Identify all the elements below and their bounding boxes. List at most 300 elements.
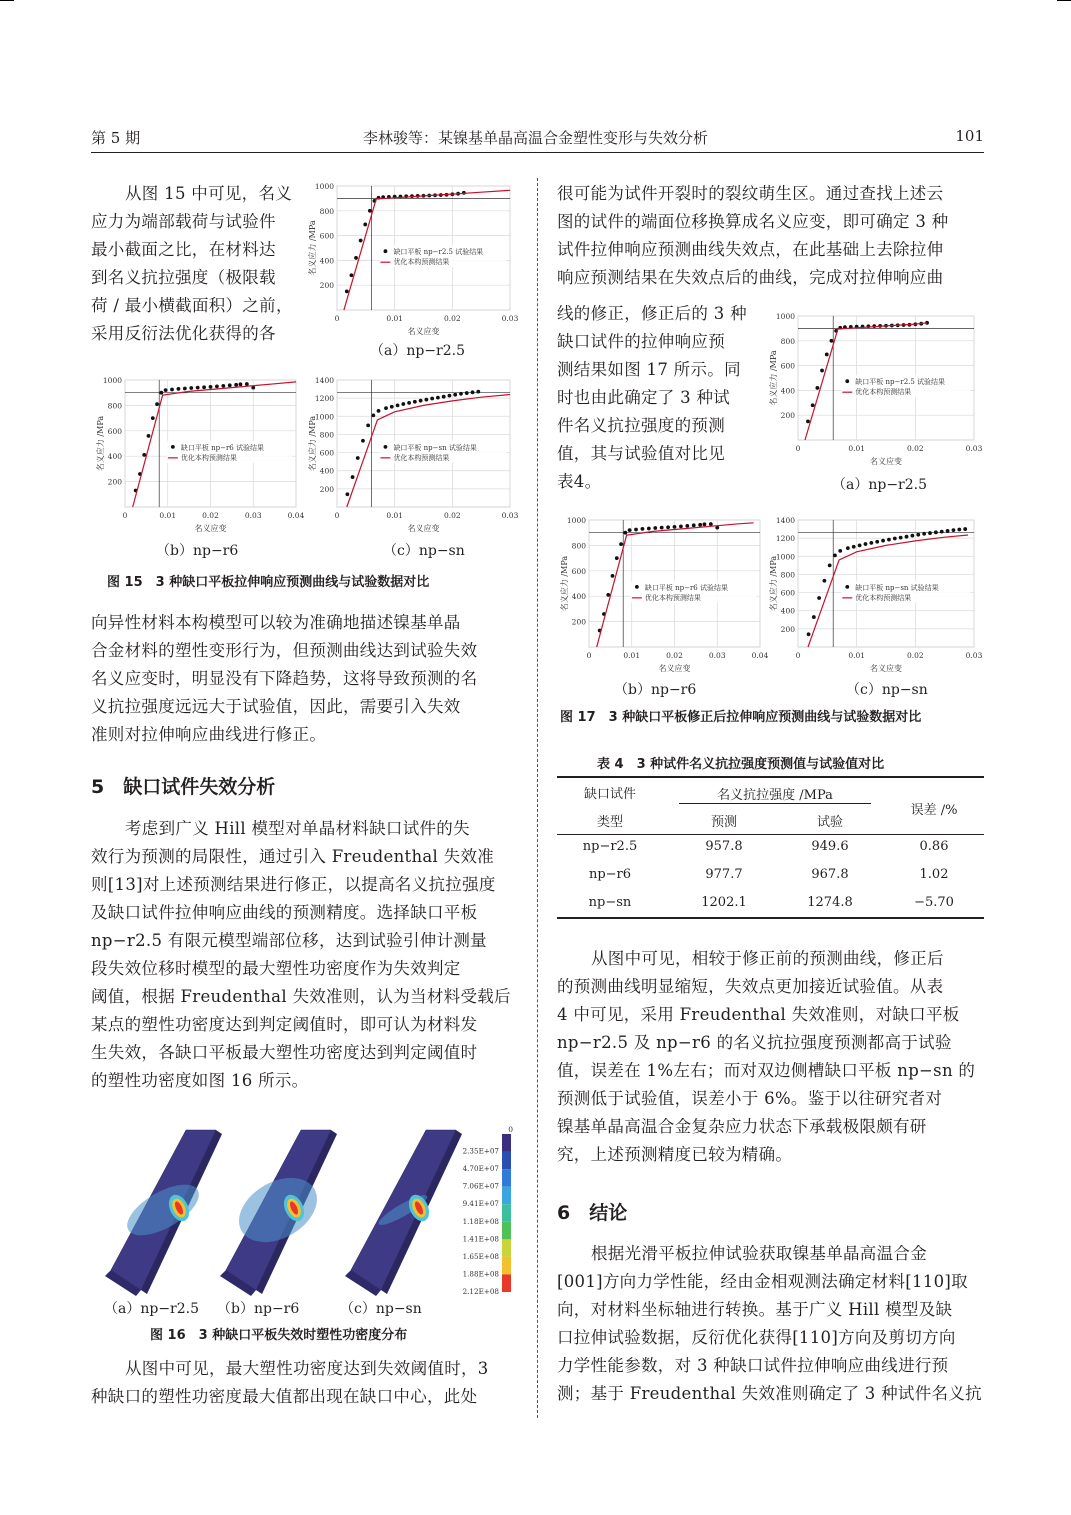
test-data-point (893, 537, 897, 541)
test-data-point (623, 531, 627, 535)
table-cell: 957.8 (705, 839, 743, 854)
fig15-sub-b: （b）np−r6 (156, 543, 239, 559)
header-rule (91, 152, 984, 153)
legend-value: 2.12E+08 (462, 1287, 499, 1296)
text-line: 从图 15 中可见，名义 (125, 184, 293, 203)
x-tick-label: 0 (795, 444, 801, 453)
text-line: 力学性能参数，对 3 种缺口试件拉伸响应曲线进行预 (557, 1356, 949, 1375)
y-axis-label: 名义应力 /MPa (308, 220, 317, 276)
test-data-point (940, 530, 944, 534)
y-axis-label: 名义应力 /MPa (308, 415, 317, 472)
x-tick-label: 0.01 (159, 511, 177, 520)
text-line: 很可能为试件开裂时的裂纹萌生区。通过查找上述云 (557, 184, 944, 203)
test-data-point (963, 527, 967, 531)
y-tick-label: 1000 (102, 376, 122, 385)
test-data-point (611, 574, 615, 578)
test-data-point (453, 393, 457, 397)
test-data-point (673, 525, 677, 529)
text-line: 段失效位移时模型的最大塑性功密度作为失效判定 (91, 959, 461, 978)
test-data-point (641, 527, 645, 531)
text-line: 值，其与试验值对比见 (557, 444, 725, 463)
text-line: 从图中可见，相较于修正前的预测曲线，修正后 (591, 949, 944, 968)
test-data-point (881, 539, 885, 543)
table-h-pred: 预测 (710, 815, 737, 830)
x-tick-label: 0 (334, 314, 340, 323)
test-data-point (820, 369, 824, 373)
test-data-point (875, 540, 879, 544)
fig16-caption: 图 16 3 种缺口平板失效时塑性功密度分布 (150, 1328, 408, 1343)
x-tick-label: 0 (122, 511, 128, 520)
table-cell: −5.70 (914, 895, 954, 910)
test-data-point (164, 388, 168, 392)
crop-mark (0, 0, 14, 1)
table-cell: 0.86 (919, 839, 949, 854)
test-data-point (946, 529, 950, 533)
fig17-sub-b: （b）np−r6 (614, 682, 697, 698)
test-data-point (952, 528, 956, 532)
legend-swatch (502, 1187, 511, 1205)
x-axis-label: 名义应变 (407, 524, 440, 533)
test-data-point (221, 384, 225, 388)
legend-value: 1.88E+08 (462, 1269, 499, 1279)
y-tick-label: 400 (107, 452, 122, 462)
y-tick-label: 200 (571, 617, 586, 627)
text-line: 向异性材料本构模型可以较为准确地描述镍基单晶 (91, 613, 461, 632)
test-data-point (351, 475, 355, 479)
text-line: 考虑到广义 Hill 模型对单晶材料缺口试件的失 (125, 819, 470, 838)
x-tick-label: 0.03 (501, 511, 519, 520)
x-tick-label: 0.02 (906, 444, 924, 453)
section-5-heading: 5 缺口试件失效分析 (91, 776, 276, 798)
test-data-point (830, 339, 834, 343)
x-tick-label: 0.01 (386, 511, 404, 520)
y-tick-label: 400 (319, 256, 334, 266)
test-data-point (476, 390, 480, 394)
test-data-point (354, 256, 358, 260)
y-tick-label: 800 (319, 206, 334, 216)
x-tick-label: 0.01 (623, 651, 641, 660)
test-data-point (170, 388, 174, 392)
test-data-point (905, 535, 909, 539)
x-tick-label: 0.02 (202, 511, 219, 520)
test-data-point (606, 593, 610, 597)
fig16-sub-a: （a）np−r2.5 (104, 1301, 200, 1317)
table-h-specimen-2: 类型 (596, 815, 623, 830)
text-line: 时也由此确定了 3 种试 (557, 388, 731, 407)
crop-mark (1057, 0, 1071, 1)
test-data-point (413, 400, 417, 404)
fig17-sub-a: （a）np−r2.5 (832, 477, 928, 493)
y-tick-label: 600 (319, 231, 334, 241)
table-group-rule (679, 803, 871, 804)
test-data-point (846, 546, 850, 550)
y-tick-label: 600 (107, 426, 122, 436)
test-data-point (366, 423, 370, 427)
test-data-point (828, 563, 832, 567)
chart-svg (305, 372, 520, 535)
text-line: 试件拉伸响应预测曲线失效点，在此基础上去除拉伸 (557, 240, 944, 259)
y-tick-label: 800 (107, 401, 122, 411)
legend-marker (171, 445, 175, 449)
x-tick-label: 0.03 (965, 444, 983, 453)
test-data-point (215, 384, 219, 388)
legend-label: 优化本构预测结果 (855, 388, 912, 397)
test-data-point (812, 615, 816, 619)
text-line: 响应预测结果在失效点后的曲线，完成对拉伸响应曲 (557, 268, 944, 287)
x-axis-label: 名义应变 (407, 327, 440, 336)
text-line: 生失效，各缺口平板最大塑性功密度达到判定阈值时 (91, 1043, 478, 1062)
legend-value: 1.18E+08 (462, 1216, 499, 1226)
chart-svg (93, 372, 306, 535)
text-line: 合金材料的塑性变形行为，但预测曲线达到试验失效 (91, 641, 478, 660)
x-tick-label: 0.02 (443, 314, 461, 323)
text-line: 效行为预测的局限性，通过引入 Freudenthal 失效准 (91, 847, 495, 866)
x-tick-label: 0 (795, 651, 801, 660)
legend-label: 优化本构预测结果 (393, 258, 450, 267)
test-data-point (151, 416, 155, 420)
text-line: 义抗拉强度远远大于试验值，因此，需要引入失效 (91, 697, 461, 716)
text-line: 某点的塑性功密度达到判定阈值时，即可认为材料发 (91, 1015, 478, 1034)
text-line: 根据光滑平板拉伸试验获取镍基单晶高温合金 (591, 1244, 927, 1263)
legend-marker (635, 585, 639, 589)
x-axis-label: 名义应变 (194, 524, 227, 533)
chart-svg (766, 308, 984, 468)
test-data-point (703, 522, 707, 526)
y-tick-label: 600 (780, 361, 795, 371)
test-data-point (698, 523, 702, 527)
legend-label: 缺口平板 np−sn 试验结果 (393, 443, 477, 452)
left-paragraph-3 (91, 815, 511, 1095)
test-data-point (159, 391, 163, 395)
test-data-point (245, 382, 249, 386)
table-cell: np−r2.5 (582, 839, 638, 854)
text-line: 向，对材料坐标轴进行转换。基于广义 Hill 模型及缺 (557, 1300, 953, 1319)
y-tick-label: 200 (319, 281, 334, 291)
legend-marker (845, 585, 849, 589)
legend-value: 0 (508, 1125, 513, 1134)
test-data-point (147, 434, 151, 438)
test-data-point (869, 541, 873, 545)
legend-value: 1.41E+08 (462, 1234, 499, 1244)
right-paragraph-2 (557, 945, 975, 1169)
y-tick-label: 200 (107, 477, 122, 487)
y-tick-label: 800 (780, 570, 795, 580)
legend-value: 2.35E+07 (462, 1146, 499, 1156)
table-h-test: 试验 (816, 815, 843, 830)
legend-marker (384, 249, 388, 253)
legend-label: 缺口平板 np−r2.5 试验结果 (393, 248, 484, 257)
test-data-point (384, 406, 388, 410)
x-axis-label: 名义应变 (870, 457, 902, 466)
test-data-point (858, 544, 862, 548)
chart-fig17c (766, 512, 984, 675)
text-line: 从图中可见，最大塑性功密度达到失效阈值时，3 (125, 1359, 489, 1378)
fig15-sub-c: （c）np−sn (383, 543, 465, 559)
right-paragraph-1-wrap (557, 300, 747, 496)
test-data-point (356, 456, 360, 460)
test-data-point (430, 397, 434, 401)
x-tick-label: 0.01 (848, 651, 866, 660)
text-line: 线的修正，修正后的 3 种 (557, 304, 747, 323)
y-tick-label: 1200 (775, 534, 795, 544)
text-line: 荷 / 最小横截面积）之前， (91, 296, 293, 315)
test-data-point (189, 386, 193, 390)
text-line: 准则对拉伸响应曲线进行修正。 (91, 725, 327, 744)
table-cell: 949.6 (811, 839, 849, 854)
right-paragraph-3 (557, 1240, 982, 1408)
test-data-point (928, 531, 932, 535)
test-data-point (436, 396, 440, 400)
test-data-point (228, 383, 232, 387)
y-axis-label: 名义应力 /MPa (769, 350, 778, 406)
legend-marker (845, 379, 849, 383)
chart-svg (766, 512, 984, 675)
test-data-point (359, 239, 363, 243)
test-data-point (807, 632, 811, 636)
table4-title: 表 4 3 种试件名义抗拉强度预测值与试验值对比 (597, 757, 885, 772)
text-line: 值，误差在 1%左右；而对双边侧槽缺口平板 np−sn 的 (557, 1061, 976, 1080)
test-data-point (196, 386, 200, 390)
y-axis-label: 名义应力 /MPa (560, 555, 569, 612)
test-data-point (823, 579, 827, 583)
test-data-point (647, 527, 651, 531)
legend-label: 优化本构预测结果 (644, 593, 701, 602)
fig17-sub-c: （c）np−sn (846, 682, 928, 698)
test-data-point (419, 399, 423, 403)
test-data-point (350, 273, 354, 277)
legend-marker (384, 445, 388, 449)
x-tick-label: 0.04 (751, 651, 769, 660)
legend-label: 缺口平板 np−r6 试验结果 (644, 583, 728, 592)
test-data-point (692, 523, 696, 527)
table-h-error: 误差 /% (910, 803, 958, 818)
text-line: 到名义抗拉强度（极限载 (91, 268, 276, 287)
test-data-point (934, 530, 938, 534)
test-data-point (838, 549, 842, 553)
test-data-point (916, 533, 920, 537)
y-tick-label: 400 (571, 592, 586, 602)
test-data-point (459, 392, 463, 396)
y-axis-label: 名义应力 /MPa (769, 555, 778, 612)
running-title: 李林骏等：某镍基单晶高温合金塑性变形与失效分析 (362, 129, 708, 147)
test-data-point (957, 528, 961, 532)
test-data-point (852, 545, 856, 549)
table-h-specimen-1: 缺口试件 (583, 787, 636, 802)
test-data-point (811, 403, 815, 407)
legend-swatch (502, 1152, 511, 1170)
legend-swatch (502, 1134, 511, 1152)
test-data-point (864, 542, 868, 546)
y-tick-label: 1400 (314, 376, 334, 385)
legend-label: 优化本构预测结果 (180, 453, 237, 462)
y-tick-label: 200 (780, 411, 795, 421)
text-line: 种缺口的塑性功密度最大值都出现在缺口中心，此处 (91, 1387, 478, 1406)
x-tick-label: 0.02 (443, 511, 461, 520)
x-axis-label: 名义应变 (870, 664, 902, 673)
test-data-point (615, 556, 619, 560)
x-tick-label: 0.03 (965, 651, 983, 660)
test-data-point (709, 522, 713, 526)
text-line: 究，上述预测精度已较为精确。 (557, 1145, 793, 1164)
table-bottom-rule (557, 917, 984, 919)
test-data-point (911, 534, 915, 538)
test-data-point (922, 532, 926, 536)
legend-swatch (502, 1169, 511, 1187)
x-tick-label: 0.04 (287, 511, 305, 520)
text-line: 应力为端部载荷与试验件 (91, 212, 276, 231)
test-data-point (377, 409, 381, 413)
test-data-point (390, 405, 394, 409)
legend-swatch (502, 1204, 511, 1222)
test-data-point (685, 524, 689, 528)
legend-value: 4.70E+07 (462, 1164, 499, 1174)
text-line: 则[13]对上述预测结果进行修正，以提高名义抗拉强度 (91, 875, 496, 894)
fig16-sub-b: （b）np−r6 (217, 1301, 300, 1317)
test-data-point (899, 536, 903, 540)
text-line: 的预测曲线明显缩短，失效点更加接近试验值。从表 (557, 977, 944, 996)
x-axis-label: 名义应变 (658, 664, 691, 673)
table-top-rule (557, 776, 984, 778)
chart-svg (557, 512, 770, 675)
y-tick-label: 200 (780, 624, 795, 634)
test-data-point (363, 223, 367, 227)
test-data-point (396, 404, 400, 408)
section-6-heading: 6 结论 (557, 1202, 628, 1224)
legend-value: 7.06E+07 (462, 1181, 499, 1191)
table-header-rule (557, 834, 984, 835)
fig16-contour-plots (91, 1120, 521, 1300)
legend-label: 缺口平板 np−r6 试验结果 (180, 443, 264, 452)
text-line: 镍基单晶高温合金复杂应力状态下承载极限颇有研 (557, 1117, 927, 1136)
text-line: 表4。 (557, 472, 602, 491)
y-tick-label: 1000 (314, 412, 334, 422)
table-cell: np−sn (588, 895, 632, 910)
test-data-point (177, 387, 181, 391)
test-data-point (660, 526, 664, 530)
text-line: 预测低于试验值，误差小于 6%。鉴于以往研究者对 (557, 1089, 943, 1108)
y-tick-label: 400 (780, 386, 795, 396)
chart-fig15c (305, 372, 520, 535)
table-cell: 1202.1 (701, 895, 747, 910)
test-data-point (653, 526, 657, 530)
y-tick-label: 1200 (314, 394, 334, 404)
test-data-point (401, 402, 405, 406)
text-line: 最小截面之比，在材料达 (91, 240, 276, 259)
legend-value: 1.65E+08 (462, 1251, 499, 1261)
test-data-point (817, 596, 821, 600)
chart-fig17a (766, 308, 984, 468)
test-data-point (442, 395, 446, 399)
test-data-point (634, 528, 638, 532)
text-line: 阈值，根据 Freudenthal 失效准则，认为当材料受载后 (91, 987, 511, 1006)
left-paragraph-4 (91, 1355, 489, 1411)
x-tick-label: 0.03 (708, 651, 726, 660)
test-data-point (239, 382, 243, 386)
x-tick-label: 0 (586, 651, 592, 660)
y-tick-label: 200 (319, 484, 334, 494)
x-tick-label: 0.02 (666, 651, 683, 660)
legend-swatch (502, 1274, 511, 1292)
y-tick-label: 1000 (775, 552, 795, 562)
test-data-point (345, 492, 349, 496)
test-data-point (679, 524, 683, 528)
y-tick-label: 600 (780, 588, 795, 598)
test-data-point (806, 420, 810, 424)
y-tick-label: 600 (571, 566, 586, 576)
text-line: 采用反衍法优化获得的各 (91, 324, 276, 343)
x-tick-label: 0.01 (848, 444, 866, 453)
x-tick-label: 0.03 (244, 511, 262, 520)
text-line: 的塑性功密度如图 16 所示。 (91, 1071, 309, 1090)
x-tick-label: 0 (334, 511, 340, 520)
y-tick-label: 1400 (775, 516, 795, 525)
test-data-point (234, 383, 238, 387)
test-data-point (666, 525, 670, 529)
y-axis-label: 名义应力 /MPa (96, 415, 105, 472)
test-data-point (407, 401, 411, 405)
text-line: 件名义抗拉强度的预测 (557, 416, 725, 435)
test-data-point (142, 453, 146, 457)
y-tick-label: 400 (319, 466, 334, 476)
y-tick-label: 1000 (566, 516, 586, 525)
test-data-point (424, 398, 428, 402)
legend-swatch (502, 1239, 511, 1257)
chart-fig15a (305, 178, 520, 338)
test-data-point (815, 386, 819, 390)
test-data-point (202, 385, 206, 389)
text-line: 图的试件的端面位移换算成名义应变，即可确定 3 种 (557, 212, 949, 231)
right-paragraph-1 (557, 180, 949, 292)
column-divider (537, 178, 538, 1418)
chart-fig15b (93, 372, 306, 535)
test-data-point (448, 394, 452, 398)
test-data-point (825, 353, 829, 357)
test-data-point (628, 528, 632, 532)
test-data-point (361, 439, 365, 443)
test-data-point (465, 391, 469, 395)
text-line: 口拉伸试验数据，反衍优化获得[110]方向及剪切方向 (557, 1328, 956, 1347)
fig17-caption: 图 17 3 种缺口平板修正后拉伸响应预测曲线与试验数据对比 (560, 710, 922, 725)
test-data-point (155, 402, 159, 406)
text-line: 缺口试件的拉伸响应预 (557, 332, 725, 351)
text-line: 测；基于 Freudenthal 失效准则确定了 3 种试件名义抗 (557, 1384, 982, 1403)
y-tick-label: 1000 (314, 182, 334, 191)
y-tick-label: 600 (319, 448, 334, 458)
legend-value: 9.41E+07 (462, 1199, 499, 1209)
test-data-point (371, 413, 375, 417)
table-h-strength: 名义抗拉强度 /MPa (717, 788, 833, 803)
legend-label: 缺口平板 np−r2.5 试验结果 (855, 378, 946, 387)
legend-label: 优化本构预测结果 (393, 453, 450, 462)
x-tick-label: 0.01 (386, 314, 404, 323)
text-line: 4 中可见，采用 Freudenthal 失效准则，对缺口平板 (557, 1005, 960, 1024)
page-number: 101 (955, 127, 984, 145)
legend-label: 缺口平板 np−sn 试验结果 (855, 583, 939, 592)
test-data-point (833, 553, 837, 557)
test-data-point (471, 390, 475, 394)
text-line: [001]方向力学性能，经由金相观测法确定材料[110]取 (557, 1272, 968, 1291)
left-paragraph-2 (91, 609, 477, 749)
table-cell: 977.7 (705, 867, 743, 882)
table-cell: 967.8 (811, 867, 849, 882)
text-line: 名义应变时，明显没有下降趋势，这将导致预测的名 (91, 669, 478, 688)
text-line: np−r2.5 及 np−r6 的名义抗拉强度预测都高于试验 (557, 1033, 952, 1052)
y-tick-label: 800 (780, 336, 795, 346)
test-data-point (368, 209, 372, 213)
legend-label: 优化本构预测结果 (855, 593, 912, 602)
issue-number: 第 5 期 (91, 129, 141, 147)
test-data-point (183, 387, 187, 391)
